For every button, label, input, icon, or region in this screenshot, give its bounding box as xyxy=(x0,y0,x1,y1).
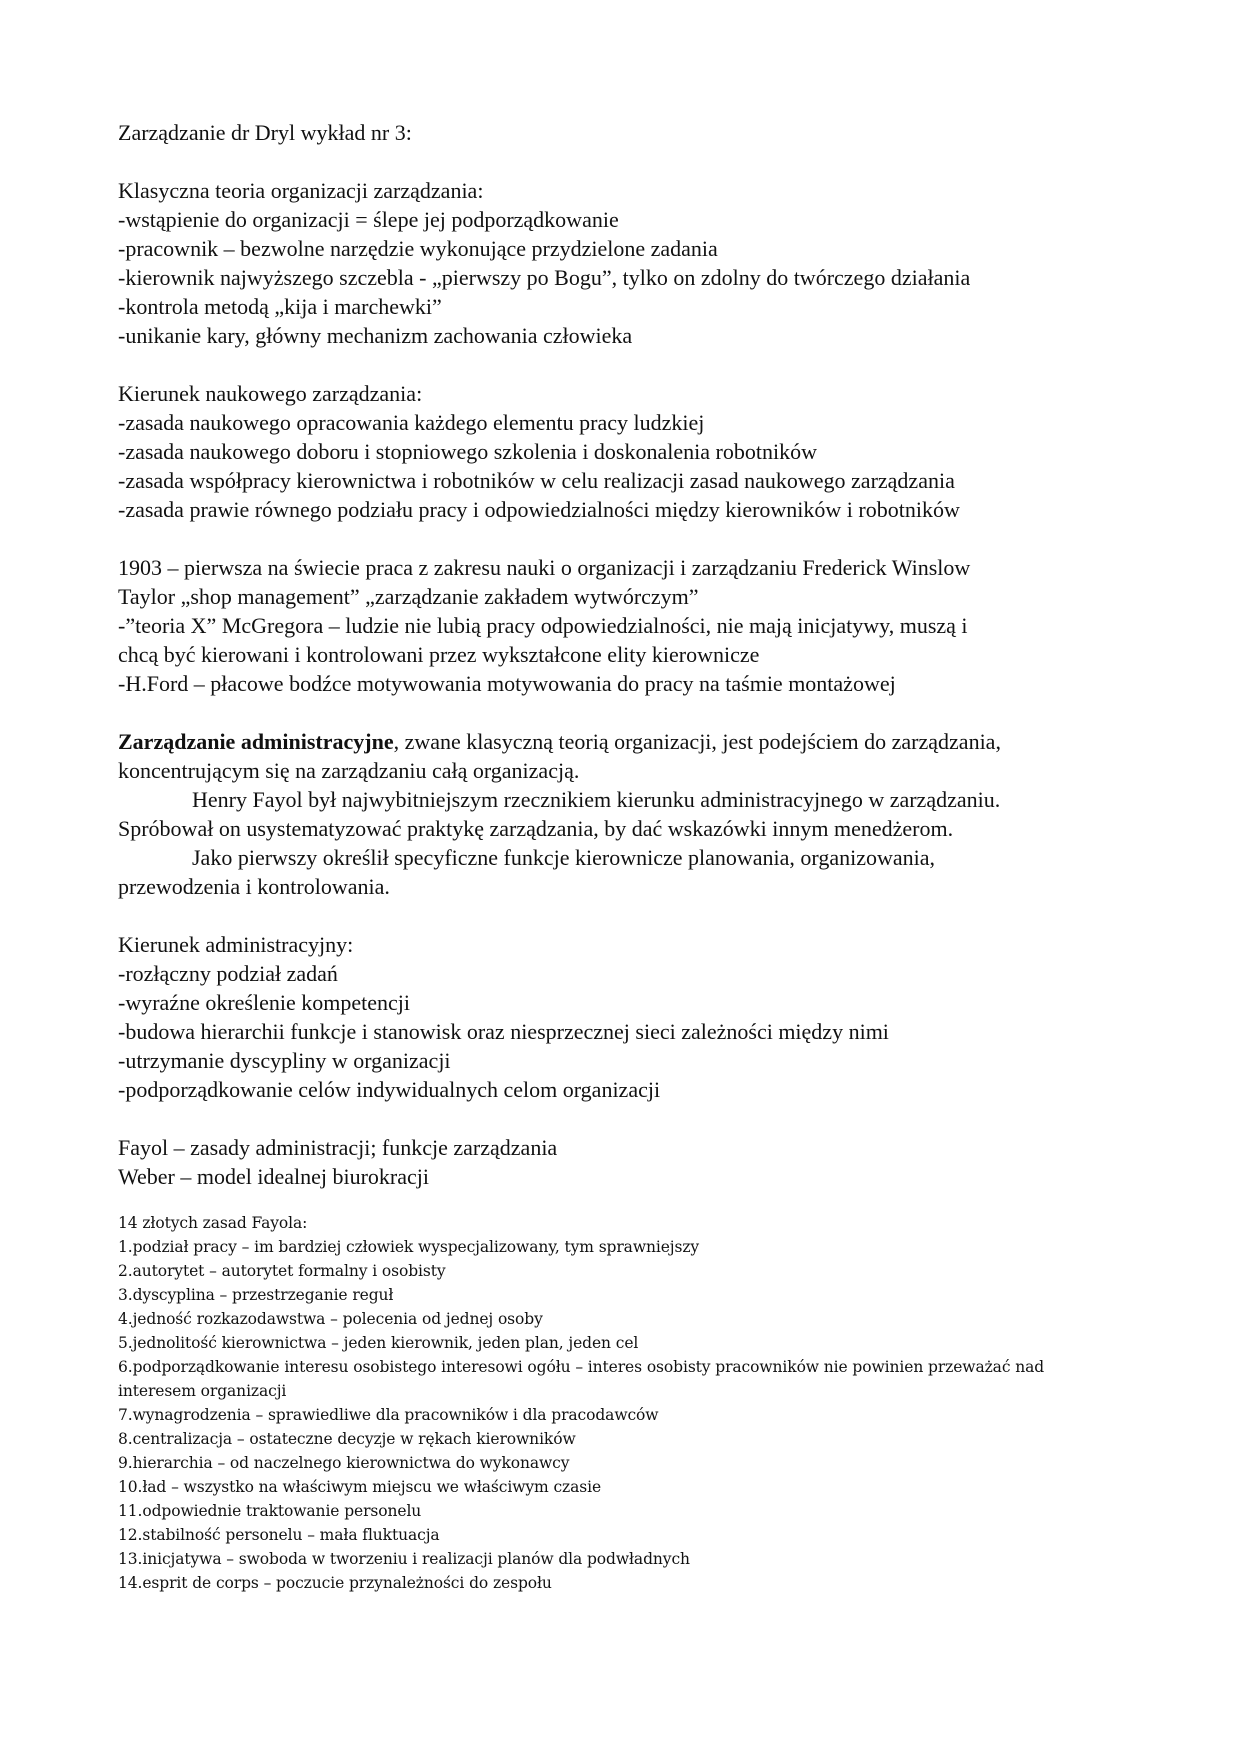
section-fayol-weber xyxy=(118,1133,1148,1191)
list-item: 7.wynagrodzenia – sprawiedliwe dla pracowników i dla pracodawców xyxy=(118,1406,659,1424)
list-item: -utrzymanie dyscypliny w organizacji xyxy=(118,1048,451,1073)
list-item: 11.odpowiednie traktowanie personelu xyxy=(118,1502,422,1520)
list-item-continuation: interesem organizacji xyxy=(118,1382,287,1400)
document-page xyxy=(118,118,1148,1595)
spacer xyxy=(118,524,1148,553)
paragraph-line: Weber – model idealnej biurokracji xyxy=(118,1164,429,1189)
list-item: -podporządkowanie celów indywidualnych celom organizacji xyxy=(118,1077,661,1102)
list-item: 12.stabilność personelu – mała fluktuacja xyxy=(118,1526,440,1544)
list-item: -wyraźne określenie kompetencji xyxy=(118,990,410,1015)
paragraph-line: Spróbował on usystematyzować praktykę zarządzania, by dać wskazówki innym menedżerom. xyxy=(118,816,954,841)
list-item: -rozłączny podział zadań xyxy=(118,961,338,986)
list-item: 13.inicjatywa – swoboda w tworzeniu i realizacji planów dla podwładnych xyxy=(118,1550,690,1568)
section-heading: Kierunek naukowego zarządzania: xyxy=(118,381,423,406)
section-administrative-direction xyxy=(118,930,1148,1104)
list-item: 4.jedność rozkazodawstwa – polecenia od jednej osoby xyxy=(118,1310,543,1328)
list-item: 3.dyscyplina – przestrzeganie reguł xyxy=(118,1286,394,1304)
list-item: -zasada naukowego opracowania każdego elementu pracy ludzkiej xyxy=(118,410,705,435)
section-administrative-management xyxy=(118,727,1148,901)
list-item: -zasada naukowego doboru i stopniowego szkolenia i doskonalenia robotników xyxy=(118,439,817,464)
paragraph-line: Jako pierwszy określił specyficzne funkcje kierownicze planowania, organizowania, xyxy=(192,845,936,870)
paragraph-line: -H.Ford – płacowe bodźce motywowania motywowania do pracy na taśmie montażowej xyxy=(118,671,896,696)
bold-term: Zarządzanie administracyjne xyxy=(118,729,394,754)
list-item: 9.hierarchia – od naczelnego kierownictwa do wykonawcy xyxy=(118,1454,570,1472)
section-heading: 14 złotych zasad Fayola: xyxy=(118,1214,308,1232)
section-fayol-principles xyxy=(118,1211,1148,1595)
paragraph-line xyxy=(118,727,1148,756)
paragraph-line: Henry Fayol był najwybitniejszym rzecznikiem kierunku administracyjnego w zarządzaniu. xyxy=(192,787,1001,812)
paragraph-line: koncentrującym się na zarządzaniu całą organizacją. xyxy=(118,758,580,783)
list-item: -budowa hierarchii funkcje i stanowisk oraz niesprzecznej sieci zależności między nimi xyxy=(118,1019,889,1044)
paragraph-text: , zwane klasyczną teorią organizacji, jest podejściem do zarządzania, xyxy=(393,729,1001,754)
section-heading: Klasyczna teoria organizacji zarządzania: xyxy=(118,178,484,203)
list-item: 5.jednolitość kierownictwa – jeden kierownik, jeden plan, jeden cel xyxy=(118,1334,639,1352)
spacer xyxy=(118,1104,1148,1133)
list-item: -zasada współpracy kierownictwa i robotników w celu realizacji zasad naukowego zarządzania xyxy=(118,468,955,493)
list-item: -zasada prawie równego podziału pracy i odpowiedzialności między kierowników i robotników xyxy=(118,497,960,522)
paragraph-line: przewodzenia i kontrolowania. xyxy=(118,874,390,899)
spacer xyxy=(118,698,1148,727)
list-item: 14.esprit de corps – poczucie przynależności do zespołu xyxy=(118,1574,552,1592)
paragraph-line: chcą być kierowani i kontrolowani przez wykształcone elity kierownicze xyxy=(118,642,760,667)
section-taylor-history xyxy=(118,553,1148,698)
spacer xyxy=(118,901,1148,930)
paragraph-line: Fayol – zasady administracji; funkcje zarządzania xyxy=(118,1135,558,1160)
list-item: -unikanie kary, główny mechanizm zachowania człowieka xyxy=(118,323,633,348)
list-item: 6.podporządkowanie interesu osobistego interesowi ogółu – interes osobisty pracowników nie powinien przeważać nad xyxy=(118,1358,1045,1376)
section-classical-theory xyxy=(118,176,1148,350)
list-item: 8.centralizacja – ostateczne decyzje w rękach kierowników xyxy=(118,1430,576,1448)
document-title: Zarządzanie dr Dryl wykład nr 3: xyxy=(118,120,412,145)
paragraph-line: 1903 – pierwsza na świecie praca z zakresu nauki o organizacji i zarządzaniu Frederick Winslow xyxy=(118,555,971,580)
list-item: -kontrola metodą „kija i marchewki” xyxy=(118,294,442,319)
list-item: 10.ład – wszystko na właściwym miejscu we właściwym czasie xyxy=(118,1478,602,1496)
list-item: -pracownik – bezwolne narzędzie wykonujące przydzielone zadania xyxy=(118,236,718,261)
list-item: -wstąpienie do organizacji = ślepe jej podporządkowanie xyxy=(118,207,619,232)
list-item: 1.podział pracy – im bardziej człowiek wyspecjalizowany, tym sprawniejszy xyxy=(118,1238,700,1256)
section-heading: Kierunek administracyjny: xyxy=(118,932,354,957)
paragraph-line: Taylor „shop management” „zarządzanie zakładem wytwórczym” xyxy=(118,584,699,609)
spacer xyxy=(118,350,1148,379)
section-scientific-management xyxy=(118,379,1148,524)
list-item: -kierownik najwyższego szczebla - „pierwszy po Bogu”, tylko on zdolny do twórczego działania xyxy=(118,265,971,290)
spacer xyxy=(118,147,1148,176)
list-item: 2.autorytet – autorytet formalny i osobisty xyxy=(118,1262,446,1280)
paragraph-line: -”teoria X” McGregora – ludzie nie lubią pracy odpowiedzialności, nie mają inicjatywy, muszą i xyxy=(118,613,968,638)
